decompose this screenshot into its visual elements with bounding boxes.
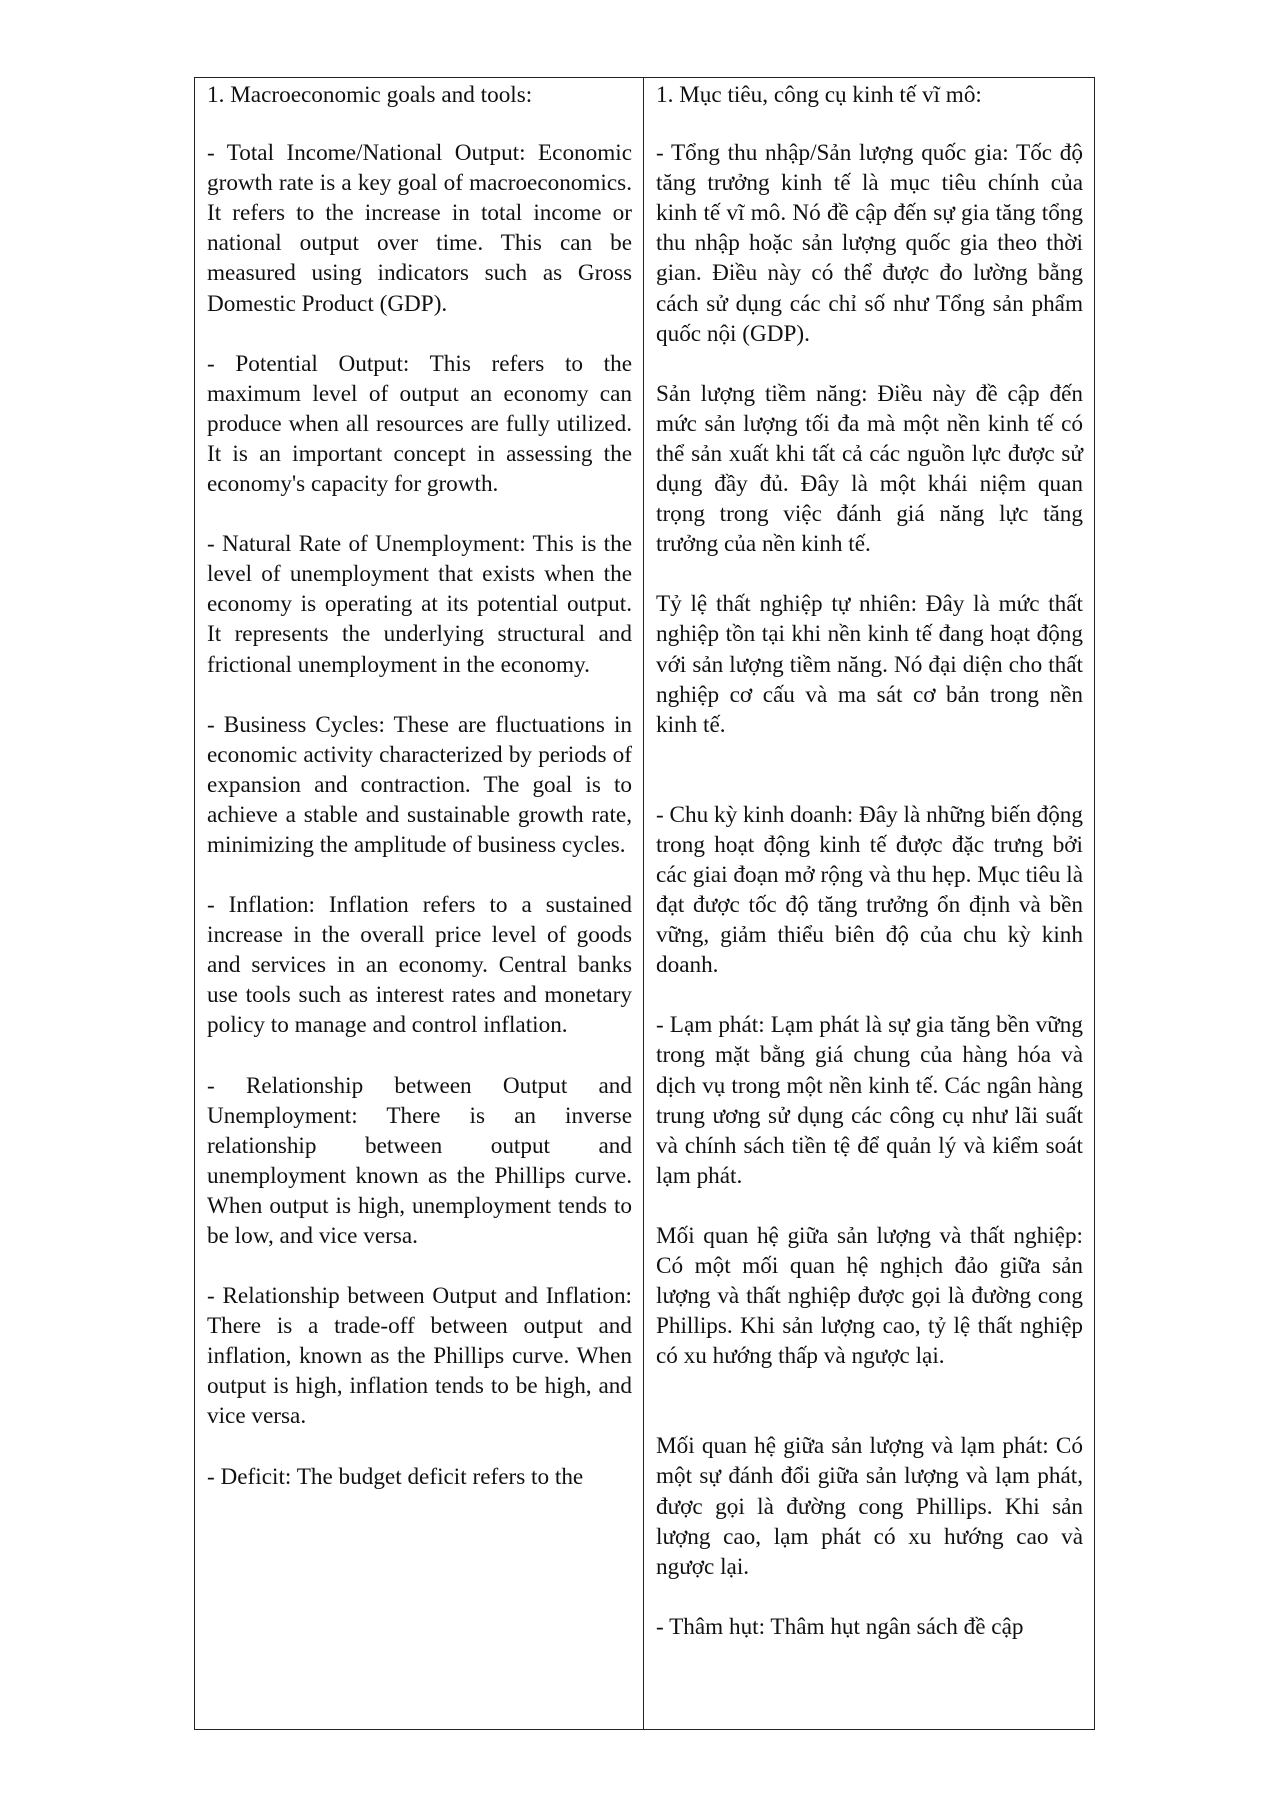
english-column — [195, 78, 644, 1729]
english-paragraph-output-inflation: - Relationship between Output and Inflation: There is a trade-off between output and inflation, known as the Phillips curve. When output is high, inflation tends to be high, and vice versa. — [207, 1283, 632, 1430]
vietnamese-heading: 1. Mục tiêu, công cụ kinh tế vĩ mô: — [656, 82, 982, 108]
english-paragraph-total-income: - Total Income/National Output: Economic growth rate is a key goal of macroeconomics. It refers to the increase in total income or national output over time. This can be measured using indicators such as Gross Domestic Product (GDP). — [207, 140, 632, 317]
vietnamese-paragraph-natural-unemployment: Tỷ lệ thất nghiệp tự nhiên: Đây là mức thất nghiệp tồn tại khi nền kinh tế đang hoạt động với sản lượng tiềm năng. Nó đại diện cho thất nghiệp cơ cấu và ma sát cơ bản trong nền kinh tế. — [656, 591, 1083, 738]
english-paragraph-deficit: - Deficit: The budget deficit refers to the — [207, 1463, 584, 1490]
english-paragraph-inflation: - Inflation: Inflation refers to a sustained increase in the overall price level of goods and services in an economy. Central banks use tools such as interest rates and monetary policy to manage and control inflation. — [207, 892, 632, 1039]
english-paragraph-natural-unemployment: - Natural Rate of Unemployment: This is the level of unemployment that exists when the economy is operating at its potential output. It represents the underlying structural and frictional unemployment in the economy. — [207, 531, 632, 678]
vietnamese-paragraph-output-unemployment: Mối quan hệ giữa sản lượng và thất nghiệp: Có một mối quan hệ nghịch đảo giữa sản lượng và thất nghiệp được gọi là đường cong Phillips. Khi sản lượng cao, tỷ lệ thất nghiệp có xu hướng thấp và ngược lại. — [656, 1222, 1083, 1370]
vietnamese-paragraph-inflation: - Lạm phát: Lạm phát là sự gia tăng bền vững trong mặt bằng giá chung của hàng hóa và dịch vụ trong một nền kinh tế. Các ngân hàng trung ương sử dụng các công cụ như lãi suất và chính sách tiền tệ để quản lý và kiểm soát lạm phát. — [656, 1012, 1083, 1189]
english-paragraph-business-cycles: - Business Cycles: These are fluctuations in economic activity characterized by periods of expansion and contraction. The goal is to achieve a stable and sustainable growth rate, minimizing the amplitude of business cycles. — [207, 711, 632, 858]
vietnamese-paragraph-business-cycles: - Chu kỳ kinh doanh: Đây là những biến động trong hoạt động kinh tế được đặc trưng bởi các giai đoạn mở rộng và thu hẹp. Mục tiêu là đạt được tốc độ tăng trưởng ổn định và bền vững, giảm thiểu biên độ của chu kỳ kinh doanh. — [656, 801, 1083, 979]
vietnamese-paragraph-output-inflation: Mối quan hệ giữa sản lượng và lạm phát: Có một sự đánh đổi giữa sản lượng và lạm phát, được gọi là đường cong Phillips. Khi sản lượng cao, lạm phát có xu hướng cao và ngược lại. — [656, 1433, 1083, 1580]
vietnamese-column — [644, 78, 1094, 1729]
vietnamese-paragraph-total-income: - Tổng thu nhập/Sản lượng quốc gia: Tốc độ tăng trưởng kinh tế là mục tiêu chính của kinh tế vĩ mô. Nó đề cập đến sự gia tăng tổng thu nhập hoặc sản lượng quốc gia theo thời gian. Điều này có thể được đo lường bằng cách sử dụng các chỉ số như Tổng sản phẩm quốc nội (GDP). — [656, 140, 1083, 347]
bilingual-table — [194, 77, 1095, 1730]
vietnamese-paragraph-deficit: - Thâm hụt: Thâm hụt ngân sách đề cập — [656, 1613, 1024, 1640]
english-heading: 1. Macroeconomic goals and tools: — [207, 82, 533, 108]
vietnamese-paragraph-potential-output: Sản lượng tiềm năng: Điều này đề cập đến mức sản lượng tối đa mà một nền kinh tế có thể sản xuất khi tất cả các nguồn lực được sử dụng đầy đủ. Đây là một khái niệm quan trọng trong việc đánh giá năng lực tăng trưởng của nền kinh tế. — [656, 380, 1083, 558]
english-paragraph-output-unemployment: - Relationship between Output and Unemployment: There is an inverse relationship between output and unemployment known as the Phillips curve. When output is high, unemployment tends to be low, and vice versa. — [207, 1072, 632, 1249]
english-paragraph-potential-output: - Potential Output: This refers to the maximum level of output an economy can produce when all resources are fully utilized. It is an important concept in assessing the economy's capacity for growth. — [207, 350, 632, 498]
